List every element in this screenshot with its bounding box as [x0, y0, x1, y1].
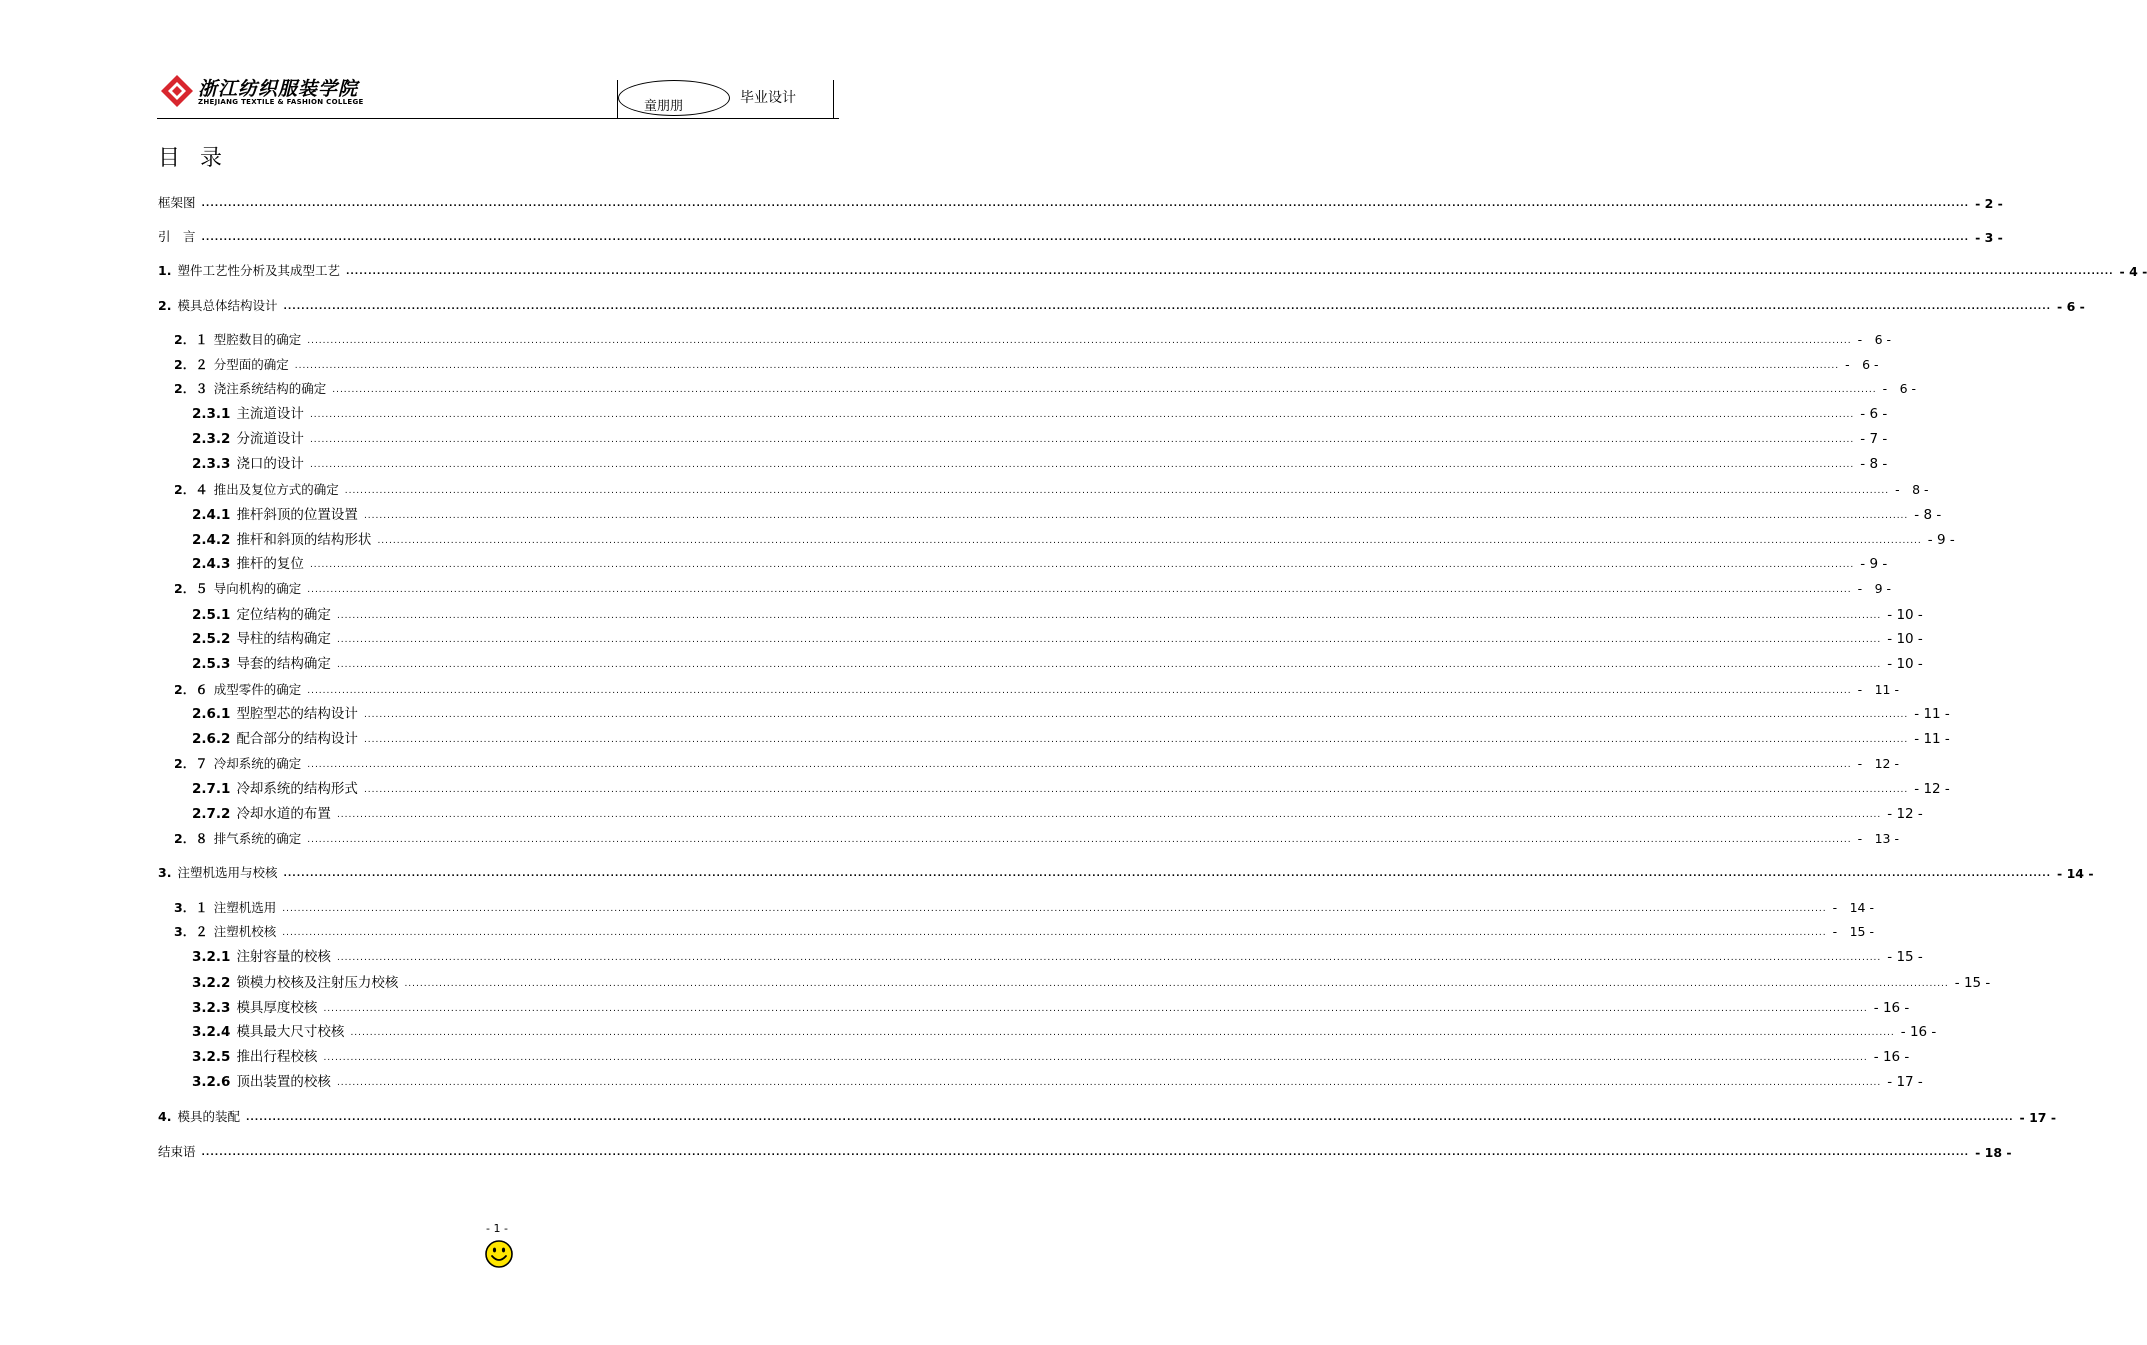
- toc-leader-dots: ................................................................................................................................................................................................................................................................................................................................................................................................................: [309, 410, 1855, 420]
- toc-entry-number: 2.5.1: [192, 607, 231, 623]
- toc-leader-dots: ................................................................................................................................................................................................................................................................................................................................................................................................................: [283, 302, 2052, 312]
- toc-entry-number: 2.5.3: [192, 656, 231, 672]
- toc-entry-title: 框架图: [158, 195, 196, 210]
- toc-entry-title: 推出行程校核: [236, 1049, 318, 1065]
- toc-entry[interactable]: [174, 379, 1917, 397]
- toc-entry[interactable]: [174, 480, 1929, 498]
- toc-entry-label: [192, 452, 304, 472]
- toc-entry[interactable]: [192, 605, 1923, 623]
- toc-leader-dots: ................................................................................................................................................................................................................................................................................................................................................................................................................: [350, 1028, 1895, 1038]
- toc-entry-page: - 4 -: [2119, 264, 2147, 279]
- toc-entry-page: - 17 -: [2019, 1110, 2057, 1125]
- toc-entry-label: [158, 1142, 196, 1160]
- toc-leader-dots: ................................................................................................................................................................................................................................................................................................................................................................................................................: [307, 835, 1852, 845]
- toc-entry[interactable]: [158, 193, 2003, 211]
- toc-entry[interactable]: [174, 754, 1899, 772]
- toc-entry-title: 注塑机选用: [213, 900, 277, 915]
- toc-entry-page: - 6 -: [1845, 357, 1879, 372]
- toc-entry[interactable]: [192, 973, 1991, 991]
- toc-entry-page: - 6 -: [1882, 381, 1917, 396]
- toc-leader-dots: ................................................................................................................................................................................................................................................................................................................................................................................................................: [201, 233, 1970, 243]
- toc-entry[interactable]: [158, 296, 2085, 314]
- toc-entry-page: - 16 -: [1900, 1024, 1937, 1040]
- toc-entry-number: 2.3.1: [192, 406, 231, 422]
- toc-entry-title: 模具最大尺寸校核: [236, 1024, 345, 1040]
- toc-entry-page: - 10 -: [1887, 656, 1923, 672]
- toc-entry-number: 2.7.2: [192, 806, 231, 822]
- toc-entry-number: 2.7.1: [192, 781, 231, 797]
- toc-entry-title: 注塑机选用与校核: [177, 865, 278, 880]
- toc-entry-label: [192, 945, 331, 965]
- toc-leader-dots: ................................................................................................................................................................................................................................................................................................................................................................................................................: [336, 660, 1882, 670]
- toc-entry-title: 结束语: [158, 1144, 196, 1159]
- toc-entry-number: 2．３: [174, 381, 208, 396]
- toc-entry-number: 1.: [158, 263, 172, 278]
- toc-entry-label: [192, 402, 304, 422]
- toc-entry-page: - 7 -: [1860, 431, 1888, 447]
- toc-entry-number: 3．２: [174, 924, 208, 939]
- toc-entry[interactable]: [174, 579, 1892, 597]
- toc-entry-title: 导向机构的确定: [213, 581, 302, 596]
- toc-entry[interactable]: [174, 922, 1874, 940]
- toc-entry-number: 3.2.1: [192, 949, 231, 965]
- toc-entry-title: 推杆斜顶的位置设置: [236, 507, 358, 523]
- toc-entry-label: [192, 552, 304, 572]
- toc-entry[interactable]: [192, 654, 1923, 672]
- toc-entry-title: 定位结构的确定: [236, 607, 331, 623]
- toc-leader-dots: ................................................................................................................................................................................................................................................................................................................................................................................................................: [336, 635, 1882, 645]
- college-name-en: ZHEJIANG TEXTILE & FASHION COLLEGE: [198, 98, 364, 106]
- toc-leader-dots: ................................................................................................................................................................................................................................................................................................................................................................................................................: [309, 560, 1855, 570]
- toc-entry-page: - 17 -: [1887, 1074, 1923, 1090]
- toc-entry-title: 成型零件的确定: [213, 682, 302, 697]
- toc-leader-dots: ................................................................................................................................................................................................................................................................................................................................................................................................................: [363, 511, 1909, 521]
- toc-entry-number: 2．５: [174, 581, 208, 596]
- toc-entry-number: 2.4.3: [192, 556, 231, 572]
- toc-entry-page: - 14 -: [1832, 900, 1874, 915]
- toc-leader-dots: ................................................................................................................................................................................................................................................................................................................................................................................................................: [345, 267, 2114, 277]
- toc-leader-dots: ................................................................................................................................................................................................................................................................................................................................................................................................................: [283, 869, 2052, 879]
- toc-entry-number: 3.2.4: [192, 1024, 231, 1040]
- toc-entry-title: 主流道设计: [236, 406, 304, 422]
- toc-entry[interactable]: [174, 330, 1892, 348]
- toc-entry-title: 锁模力校核及注射压力校核: [236, 975, 399, 991]
- toc-entry-page: - 15 -: [1887, 949, 1923, 965]
- toc-leader-dots: ................................................................................................................................................................................................................................................................................................................................................................................................................: [309, 460, 1855, 470]
- toc-entry-title: 冷却系统的确定: [213, 756, 302, 771]
- toc-entry-page: - 6 -: [2057, 299, 2085, 314]
- toc-leader-dots: ................................................................................................................................................................................................................................................................................................................................................................................................................: [307, 585, 1852, 595]
- toc-leader-dots: ................................................................................................................................................................................................................................................................................................................................................................................................................: [336, 953, 1882, 963]
- toc-entry-label: [192, 996, 317, 1016]
- toc-entry-label: [192, 652, 331, 672]
- toc-entry-title: 模具厚度校核: [236, 1000, 318, 1016]
- toc-entry-page: - 15 -: [1832, 924, 1874, 939]
- toc-entry-number: 3.2.2: [192, 975, 231, 991]
- toc-entry-title: 导柱的结构确定: [236, 631, 331, 647]
- toc-leader-dots: ................................................................................................................................................................................................................................................................................................................................................................................................................: [282, 928, 1827, 938]
- toc-entry-label: [174, 330, 301, 348]
- page-number: - 1 -: [486, 1222, 508, 1235]
- toc-entry-title: 型腔型芯的结构设计: [236, 706, 358, 722]
- toc-entry-title: 推杆的复位: [236, 556, 304, 572]
- toc-entry-label: [158, 296, 277, 314]
- toc-entry-title: 推杆和斜顶的结构形状: [236, 532, 372, 548]
- toc-entry[interactable]: [158, 227, 2003, 245]
- toc-leader-dots: ................................................................................................................................................................................................................................................................................................................................................................................................................: [201, 1148, 1970, 1158]
- toc-entry-page: - 8 -: [1914, 507, 1942, 523]
- toc-entry-label: [174, 829, 301, 847]
- toc-entry-page: - 12 -: [1887, 806, 1923, 822]
- toc-entry-label: [174, 480, 339, 498]
- toc-entry-page: - 16 -: [1873, 1049, 1910, 1065]
- toc-leader-dots: ................................................................................................................................................................................................................................................................................................................................................................................................................: [404, 979, 1949, 989]
- toc-entry-number: 3.2.6: [192, 1074, 231, 1090]
- toc-entry-label: [192, 503, 358, 523]
- smiley-face-icon: [484, 1239, 514, 1269]
- toc-entry-label: [192, 777, 358, 797]
- toc-leader-dots: ................................................................................................................................................................................................................................................................................................................................................................................................................: [336, 1078, 1882, 1088]
- toc-entry-page: - 15 -: [1954, 975, 1991, 991]
- toc-entry-page: - 6 -: [1860, 406, 1888, 422]
- toc-entry-title: 导套的结构确定: [236, 656, 331, 672]
- toc-entry[interactable]: [174, 680, 1899, 698]
- toc-entry-label: [192, 627, 331, 647]
- toc-entry-number: 3.2.5: [192, 1049, 231, 1065]
- toc-entry[interactable]: [158, 1107, 2057, 1125]
- toc-entry-number: 2.3.2: [192, 431, 231, 447]
- toc-entry-label: [192, 727, 358, 747]
- toc-entry-title: 分型面的确定: [213, 357, 289, 372]
- toc-entry-label: [174, 754, 301, 772]
- toc-leader-dots: ................................................................................................................................................................................................................................................................................................................................................................................................................: [363, 785, 1909, 795]
- document-type: 毕业设计: [740, 90, 796, 106]
- toc-entry-label: [158, 1107, 240, 1125]
- toc-entry-page: - 11 -: [1914, 731, 1950, 747]
- toc-entry[interactable]: [174, 355, 1879, 373]
- toc-entry[interactable]: [192, 429, 1888, 447]
- toc-entry[interactable]: [158, 863, 2094, 881]
- toc-entry[interactable]: [158, 261, 2147, 279]
- toc-entry-number: 3.2.3: [192, 1000, 231, 1016]
- toc-leader-dots: ................................................................................................................................................................................................................................................................................................................................................................................................................: [377, 536, 1922, 546]
- toc-entry[interactable]: [192, 1047, 1910, 1065]
- toc-entry[interactable]: [192, 947, 1923, 965]
- toc-entry-page: - 2 -: [1975, 196, 2003, 211]
- toc-entry-number: 2．７: [174, 756, 208, 771]
- toc-entry-label: [192, 427, 304, 447]
- toc-entry-title: 注射容量的校核: [236, 949, 331, 965]
- toc-entry[interactable]: [174, 898, 1874, 916]
- toc-entry-title: 冷却水道的布置: [236, 806, 331, 822]
- toc-entry-page: - 12 -: [1857, 756, 1899, 771]
- toc-entry-label: [158, 193, 196, 211]
- toc-entry-label: [192, 1070, 331, 1090]
- toc-entry-label: [174, 898, 276, 916]
- toc-entry[interactable]: [158, 1142, 2012, 1160]
- toc-entry[interactable]: [192, 729, 1950, 747]
- toc-entry-label: [174, 922, 276, 940]
- toc-entry-page: - 6 -: [1857, 332, 1892, 347]
- toc-entry-number: 2.4.1: [192, 507, 231, 523]
- toc-entry-label: [158, 227, 196, 245]
- toc-entry-label: [174, 355, 289, 373]
- toc-entry-label: [192, 603, 331, 623]
- toc-entry-label: [158, 863, 277, 881]
- toc-entry-number: 2.6.2: [192, 731, 231, 747]
- toc-entry[interactable]: [192, 998, 1910, 1016]
- toc-entry-page: - 14 -: [2057, 866, 2094, 881]
- toc-entry-number: 2．８: [174, 831, 208, 846]
- toc-entry-number: 2．４: [174, 482, 208, 497]
- toc-entry-title: 模具的装配: [177, 1109, 240, 1124]
- toc-leader-dots: ................................................................................................................................................................................................................................................................................................................................................................................................................: [294, 361, 1840, 371]
- toc-entry-title: 塑件工艺性分析及其成型工艺: [177, 263, 340, 278]
- toc-leader-dots: ................................................................................................................................................................................................................................................................................................................................................................................................................: [307, 760, 1852, 770]
- toc-entry[interactable]: [192, 804, 1923, 822]
- college-name-cn: 浙江纺织服装学院: [198, 78, 359, 100]
- toc-entry[interactable]: [192, 505, 1942, 523]
- toc-entry-page: - 18 -: [1975, 1145, 2012, 1160]
- toc-entry-label: [192, 802, 331, 822]
- toc-entry-title: 注塑机校核: [213, 924, 277, 939]
- toc-entry-number: 2．２: [174, 357, 208, 372]
- toc-entry-number: 2.4.2: [192, 532, 231, 548]
- toc-leader-dots: ................................................................................................................................................................................................................................................................................................................................................................................................................: [363, 735, 1909, 745]
- toc-entry-title: 配合部分的结构设计: [236, 731, 358, 747]
- toc-entry-number: 2.6.1: [192, 706, 231, 722]
- toc-entry-page: - 3 -: [1975, 230, 2003, 245]
- toc-leader-dots: ................................................................................................................................................................................................................................................................................................................................................................................................................: [309, 435, 1855, 445]
- toc-entry-page: - 10 -: [1887, 607, 1923, 623]
- toc-entry-title: 冷却系统的结构形式: [236, 781, 358, 797]
- toc-leader-dots: ................................................................................................................................................................................................................................................................................................................................................................................................................: [282, 904, 1827, 914]
- toc-entry-title: 推出及复位方式的确定: [213, 482, 339, 497]
- toc-entry[interactable]: [192, 629, 1923, 647]
- toc-entry-number: 3.: [158, 865, 172, 880]
- toc-leader-dots: ................................................................................................................................................................................................................................................................................................................................................................................................................: [307, 336, 1852, 346]
- toc-entry-title: 分流道设计: [236, 431, 304, 447]
- toc-entry-number: 2．１: [174, 332, 208, 347]
- toc-title: 目录: [158, 146, 243, 171]
- toc-entry-title: 引 言: [158, 229, 196, 244]
- toc-leader-dots: ................................................................................................................................................................................................................................................................................................................................................................................................................: [336, 611, 1882, 621]
- toc-entry-page: - 12 -: [1914, 781, 1950, 797]
- toc-leader-dots: ................................................................................................................................................................................................................................................................................................................................................................................................................: [332, 385, 1877, 395]
- toc-entry-page: - 10 -: [1887, 631, 1923, 647]
- toc-entry-label: [192, 971, 398, 991]
- toc-entry[interactable]: [192, 779, 1950, 797]
- toc-leader-dots: ................................................................................................................................................................................................................................................................................................................................................................................................................: [245, 1113, 2014, 1123]
- toc-entry-label: [174, 579, 301, 597]
- toc-entry[interactable]: [192, 530, 1955, 548]
- toc-entry-label: [192, 702, 358, 722]
- toc-entry-label: [158, 261, 340, 279]
- toc-leader-dots: ................................................................................................................................................................................................................................................................................................................................................................................................................: [323, 1004, 1868, 1014]
- toc-entry-page: - 9 -: [1927, 532, 1955, 548]
- toc-entry-number: 2.: [158, 298, 172, 313]
- toc-entry[interactable]: [192, 1022, 1937, 1040]
- toc-entry[interactable]: [192, 1072, 1923, 1090]
- toc-entry-page: - 8 -: [1860, 456, 1888, 472]
- toc-entry-number: 2.5.2: [192, 631, 231, 647]
- toc-leader-dots: ................................................................................................................................................................................................................................................................................................................................................................................................................: [336, 810, 1882, 820]
- toc-entry[interactable]: [174, 829, 1899, 847]
- toc-entry-label: [174, 680, 301, 698]
- toc-entry-page: - 11 -: [1914, 706, 1950, 722]
- toc-entry[interactable]: [192, 454, 1888, 472]
- toc-leader-dots: ................................................................................................................................................................................................................................................................................................................................................................................................................: [363, 710, 1909, 720]
- toc-entry-number: 2．６: [174, 682, 208, 697]
- toc-entry-page: - 8 -: [1895, 482, 1929, 497]
- toc-entry-number: 4.: [158, 1109, 172, 1124]
- toc-leader-dots: ................................................................................................................................................................................................................................................................................................................................................................................................................: [323, 1053, 1868, 1063]
- toc-leader-dots: ................................................................................................................................................................................................................................................................................................................................................................................................................: [344, 486, 1890, 496]
- toc-entry-title: 模具总体结构设计: [177, 298, 278, 313]
- toc-entry-page: - 13 -: [1857, 831, 1899, 846]
- toc-entry-page: - 9 -: [1860, 556, 1888, 572]
- toc-entry[interactable]: [192, 554, 1888, 572]
- toc-entry-label: [192, 1020, 344, 1040]
- toc-entry-label: [174, 379, 326, 397]
- toc-entry-title: 浇注系统结构的确定: [213, 381, 327, 396]
- toc-entry-number: 2.3.3: [192, 456, 231, 472]
- toc-entry-page: - 16 -: [1873, 1000, 1910, 1016]
- toc-entry-title: 型腔数目的确定: [213, 332, 302, 347]
- toc-leader-dots: ................................................................................................................................................................................................................................................................................................................................................................................................................: [201, 199, 1970, 209]
- toc-entry-title: 浇口的设计: [236, 456, 304, 472]
- toc-entry[interactable]: [192, 404, 1888, 422]
- toc-entry-title: 顶出装置的校核: [236, 1074, 331, 1090]
- toc-entry-label: [192, 1045, 317, 1065]
- toc-entry-page: - 9 -: [1857, 581, 1892, 596]
- toc-entry[interactable]: [192, 704, 1950, 722]
- author-name: 童朋朋: [644, 99, 684, 114]
- toc-entry-title: 排气系统的确定: [213, 831, 302, 846]
- toc-entry-page: - 11 -: [1857, 682, 1899, 697]
- toc-entry-label: [192, 528, 371, 548]
- toc-leader-dots: ................................................................................................................................................................................................................................................................................................................................................................................................................: [307, 686, 1852, 696]
- toc-entry-number: 3．１: [174, 900, 208, 915]
